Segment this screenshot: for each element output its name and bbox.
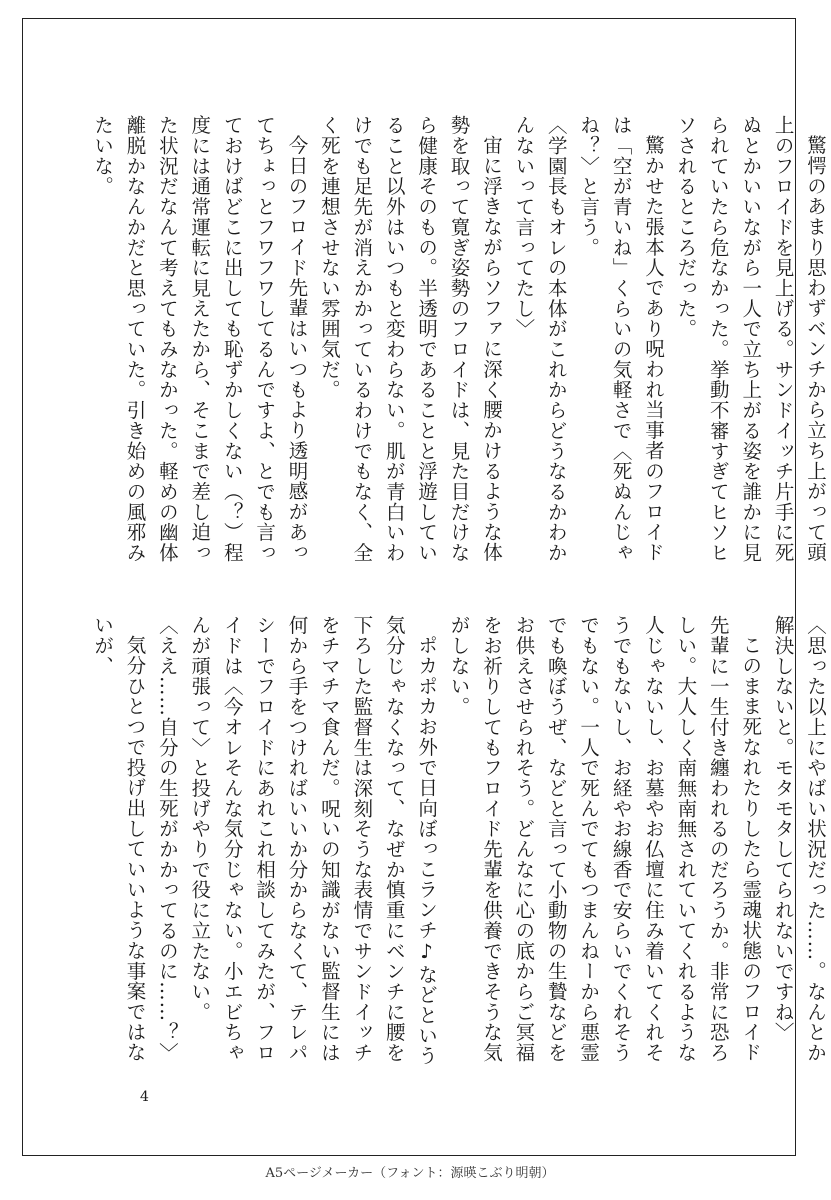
paragraph: ポカポカお外で日向ぼっこランチ♪などという気分じゃなくなって、なぜか慎重にベンチに腰を下ろした監督生は深刻そうな表情でサンドイッチをチマチマ食んだ。呪いの知識がない監督生には何から手をつければいいか分からなくて、テレパシーでフロイドにあれこれ相談してみたが、フロイドは〈今オレそんな気分じゃない。小エビちゃんが頑張って〉と投げやりで役に立たない。 bbox=[188, 615, 439, 1066]
lower-text-block bbox=[91, 615, 831, 1075]
footer-caption: A5ページメーカー（フォント：源暎こぶり明朝） bbox=[265, 1166, 555, 1181]
page-frame bbox=[22, 18, 827, 1156]
paragraph: 宙に浮きながらソファに深く腰かけるような体勢を取って寛ぎ姿勢のフロイドは、見た目だけなら健康そのもの。半透明であることと浮遊していること以外はいつもと変わらない。肌が青白いわけでも足先が消えかかっているわけでもなく、全く死を連想させない雰囲気だ。 bbox=[317, 115, 503, 563]
upper-text-block bbox=[91, 115, 831, 575]
page-number: 4 bbox=[140, 1089, 149, 1105]
paragraph: 〈思った以上にやばい状況だった……。なんとか解決しないと。モタモタしてられないですね〉 bbox=[771, 615, 827, 1063]
paragraph: 驚愕のあまり思わずベンチから立ち上がって頭上のフロイドを見上げる。サンドイッチ片手に死ぬとかいいながら一人で立ち上がる姿を誰かに見られていたら危なかった。挙動不審すぎてヒソヒソされるところだった。 bbox=[674, 115, 827, 563]
paragraph: 驚かせた張本人であり呪われ当事者のフロイドは「空が青いね」くらいの気軽さで〈死ぬんじゃね？〉と言う。 bbox=[577, 115, 665, 563]
paragraph: 〈学園長もオレの本体がこれからどうなるかわかんないって言ってたし〉 bbox=[512, 115, 568, 563]
paragraph: このまま死なれたりしたら霊魂状態のフロイド先輩に一生付き纏われるのだろうか。非常に恐ろしい。大人しく南無南無されていてくれるような人じゃないし、お墓やお仏壇に住み着いてくれそうでもないし、お経やお線香で安らいでくれそうでもない。一人で死んでてもつまんねーから悪霊でも喚ぼうぜ、などと言って小動物の生贄などをお供えさせられそう。どんなに心の底からご冥福をお祈りしてもフロイド先輩を供養できそうな気がしない。 bbox=[447, 615, 763, 1063]
paragraph: 〈ええ……自分の生死がかかってるのに……？〉 bbox=[155, 615, 179, 1063]
paragraph: 今日のフロイド先輩はいつもより透明感があってちょっとフワフワしてるんですよ、とでも言っておけばどこに出しても恥ずかしくない（？）程度には通常運転に見えたから、そこまで差し迫った状況だなんて考えてもみなかった。軽めの幽体離脱かなんかだと思っていた。引き始めの風邪みたいな。 bbox=[91, 115, 309, 563]
paragraph: 気分ひとつで投げ出していいような事案ではないが、 bbox=[91, 615, 147, 1062]
